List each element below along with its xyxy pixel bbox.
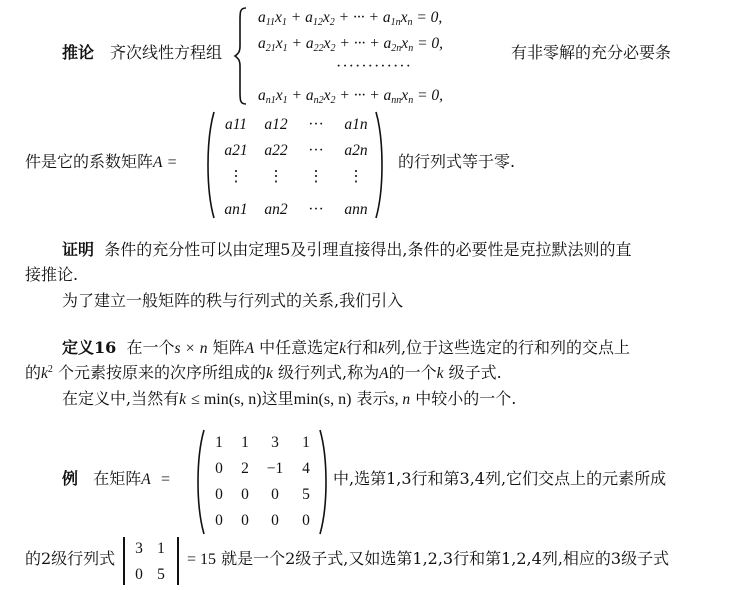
corollary-tail-line2-prefix: 件是它的系数矩阵A = [25, 152, 177, 171]
coefficient-matrix-row: a11 a12 ··· a1n [224, 116, 368, 133]
example-line-2-suffix: = 15 就是一个2级子式,又如选第1,2,3行和第1,2,4列,相应的3级子式 [187, 549, 670, 568]
definition-line-3: 在定义中,当然有k ≤ min(s, n)这里min(s, n) 表示s, n 中较小的一个. [62, 389, 517, 408]
example-matrix-row: 1 1 3 1 [215, 434, 310, 451]
example-matrix-row: 0 0 0 5 [215, 486, 310, 503]
definition-line-1: 定义16 在一个s × n 矩阵A 中任意选定k行和k列,位于这些选定的行和列的交点上 [62, 338, 631, 357]
proof-line-2: 接推论. [25, 265, 79, 284]
example-matrix-row: 0 2 −1 4 [215, 460, 310, 477]
coefficient-matrix-row: an1 an2 ··· ann [224, 201, 368, 218]
corollary-tail-line2-suffix: 的行列式等于零. [398, 152, 516, 171]
proof-line-1: 证明 条件的充分性可以由定理5及引理直接得出,条件的必要性是克拉默法则的直 [62, 240, 632, 259]
corollary-lead: 齐次线性方程组 [110, 43, 223, 62]
equation-system-brace [234, 6, 248, 106]
intro-paragraph: 为了建立一般矩阵的秩与行列式的关系,我们引入 [62, 291, 404, 310]
example-matrix-row: 0 0 0 0 [215, 512, 310, 529]
corollary-tail-line1: 有非零解的充分必要条 [511, 43, 672, 62]
determinant-row: 0 5 [135, 566, 165, 583]
equation-row-1: $a_{11}x_1 + a_{12}x_2$ + ··· + $a_{1n}x_n = 0$, [258, 9, 443, 28]
determinant-right-bar [177, 537, 179, 585]
equation-dots-row: ············ [336, 58, 412, 75]
example-lead: 例 在矩阵A = [62, 469, 170, 488]
example-matrix-left-paren [194, 428, 206, 536]
corollary-label: 推论 [62, 43, 95, 62]
determinant-left-bar [123, 537, 125, 585]
equation-row-2: $a_{21}x_1 + a_{22}x_2$ + ··· + $a_{2n}x_n = 0$, [258, 35, 444, 54]
coefficient-matrix-left-paren [204, 110, 216, 220]
example-tail: 中,选第1,3行和第3,4列,它们交点上的元素所成 [333, 469, 667, 488]
coefficient-matrix-row: ⋮ ⋮ ⋮ ⋮ [228, 168, 364, 185]
determinant-row: 3 1 [135, 540, 165, 557]
coefficient-matrix-row: a21 a22 ··· a2n [224, 142, 368, 159]
definition-line-2: 的$k^2$ 个元素按原来的次序所组成的k 级行列式,称为A的一个k 级子式. [25, 363, 502, 382]
equation-row-n: $a_{n1}x_1 + a_{n2}x_2$ + ··· + $a_{nn}x_n = 0$, [258, 87, 444, 106]
example-line-2-prefix: 的2级行列式 [25, 549, 116, 568]
